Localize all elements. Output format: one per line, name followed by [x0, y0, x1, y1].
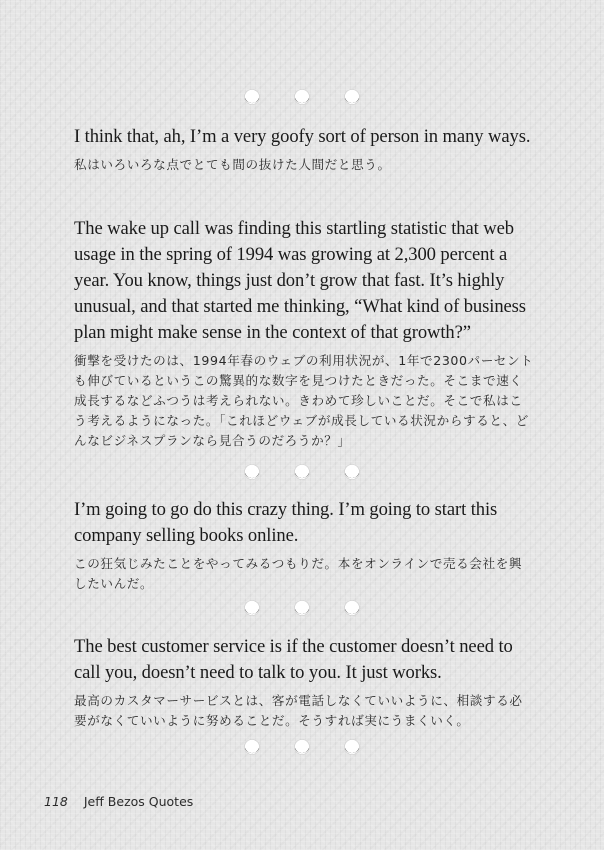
- quote-block-1: [74, 124, 534, 175]
- quote-english: I think that, ah, I’m a very goofy sort of person in many ways.: [74, 126, 531, 147]
- quote-block-4: [74, 634, 534, 731]
- dots-ornament-icon: [242, 87, 362, 107]
- dots-ornament-icon: [242, 462, 362, 482]
- quote-block-2: [74, 216, 534, 451]
- quote-japanese: 最高のカスタマーサービスとは、客が電話しなくていいように、相談する必要がなくていいように努めることだ。そうすれば実にうまくいく。: [74, 693, 523, 728]
- section-divider: [0, 87, 604, 107]
- quote-english: The best customer service is if the customer doesn’t need to call you, doesn’t need to talk to you. It just works.: [74, 636, 513, 683]
- section-divider: [0, 462, 604, 482]
- dots-ornament-icon: [242, 737, 362, 757]
- quote-english: The wake up call was finding this startling statistic that web usage in the spring of 1994 was growing at 2,300 percent a year. You know, things just don’t grow that fast. It’s highly unusual, and that started me thinking, “What kind of business plan might make sense in the context of that growth?”: [74, 218, 526, 343]
- section-divider: [0, 737, 604, 757]
- quote-japanese: 私はいろいろな点でとても間の抜けた人間だと思う。: [74, 157, 391, 172]
- section-divider: [0, 598, 604, 618]
- dots-ornament-icon: [242, 598, 362, 618]
- page-footer: [44, 794, 193, 809]
- quote-japanese: この狂気じみたことをやってみるつもりだ。本をオンラインで売る会社を興したいんだ。: [74, 556, 523, 591]
- quote-japanese: 衝撃を受けたのは、1994年春のウェブの利用状況が、1年で2300パーセントも伸びているというこの驚異的な数字を見つけたときだった。そこまで速く成長するなどふつうは考えられない。きわめて珍しいことだ。そこで私はこう考えるようになった。「これほどウェブが成長している状況からすると、どんなビジネスプランなら見合うのだろうか？」: [74, 353, 534, 448]
- quote-block-3: [74, 497, 534, 594]
- page-number: 118: [44, 794, 68, 809]
- book-title: Jeff Bezos Quotes: [83, 794, 194, 809]
- quote-english: I’m going to go do this crazy thing. I’m going to start this company selling books online.: [74, 499, 498, 546]
